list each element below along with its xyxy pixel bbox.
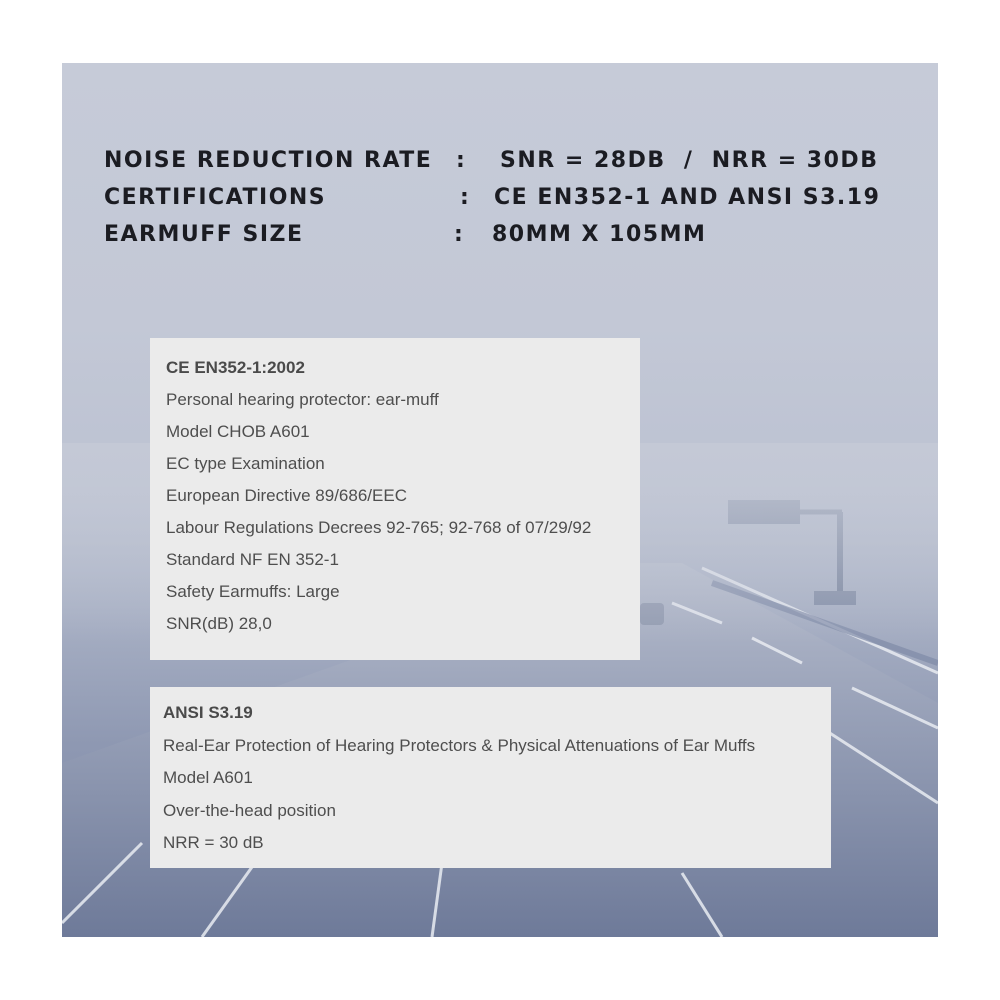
ce-card-line: European Directive 89/686/EEC (166, 486, 407, 505)
ansi-certificate-card (150, 687, 831, 868)
ce-card-line: Standard NF EN 352-1 (166, 550, 339, 569)
spec-colon: : (454, 222, 465, 247)
spec-value: SNR = 28DB / NRR = 30DB (500, 148, 879, 173)
spec-colon: : (460, 185, 471, 210)
spec-label: EARMUFF SIZE (104, 222, 304, 247)
spec-colon: : (456, 148, 467, 173)
ce-card-line: SNR(dB) 28,0 (166, 614, 272, 633)
spec-row-earmuff-size (104, 222, 904, 259)
spec-summary (104, 148, 904, 259)
spec-label: CERTIFICATIONS (104, 185, 327, 210)
spec-row-noise-reduction (104, 148, 904, 185)
ce-card-line: Safety Earmuffs: Large (166, 582, 340, 601)
ce-certificate-card (150, 338, 640, 660)
spec-label: NOISE REDUCTION RATE (104, 148, 433, 173)
spec-value: CE EN352-1 AND ANSI S3.19 (494, 185, 881, 210)
ansi-card-line: Over-the-head position (163, 800, 336, 820)
ansi-card-title: ANSI S3.19 (163, 703, 253, 722)
ansi-card-line: NRR = 30 dB (163, 833, 264, 852)
spec-row-certifications (104, 185, 904, 222)
ce-card-line: EC type Examination (166, 454, 325, 473)
ce-card-line: Model CHOB A601 (166, 422, 310, 441)
ce-card-title: CE EN352-1:2002 (166, 358, 305, 377)
ce-card-line: Personal hearing protector: ear-muff (166, 390, 439, 409)
ansi-card-line: Model A601 (163, 768, 253, 787)
spec-value: 80MM X 105MM (492, 222, 707, 247)
ansi-card-line: Real-Ear Protection of Hearing Protectors & Physical Attenuations of Ear Muffs (163, 735, 756, 755)
ce-card-line: Labour Regulations Decrees 92-765; 92-768 of 07/29/92 (166, 518, 592, 537)
